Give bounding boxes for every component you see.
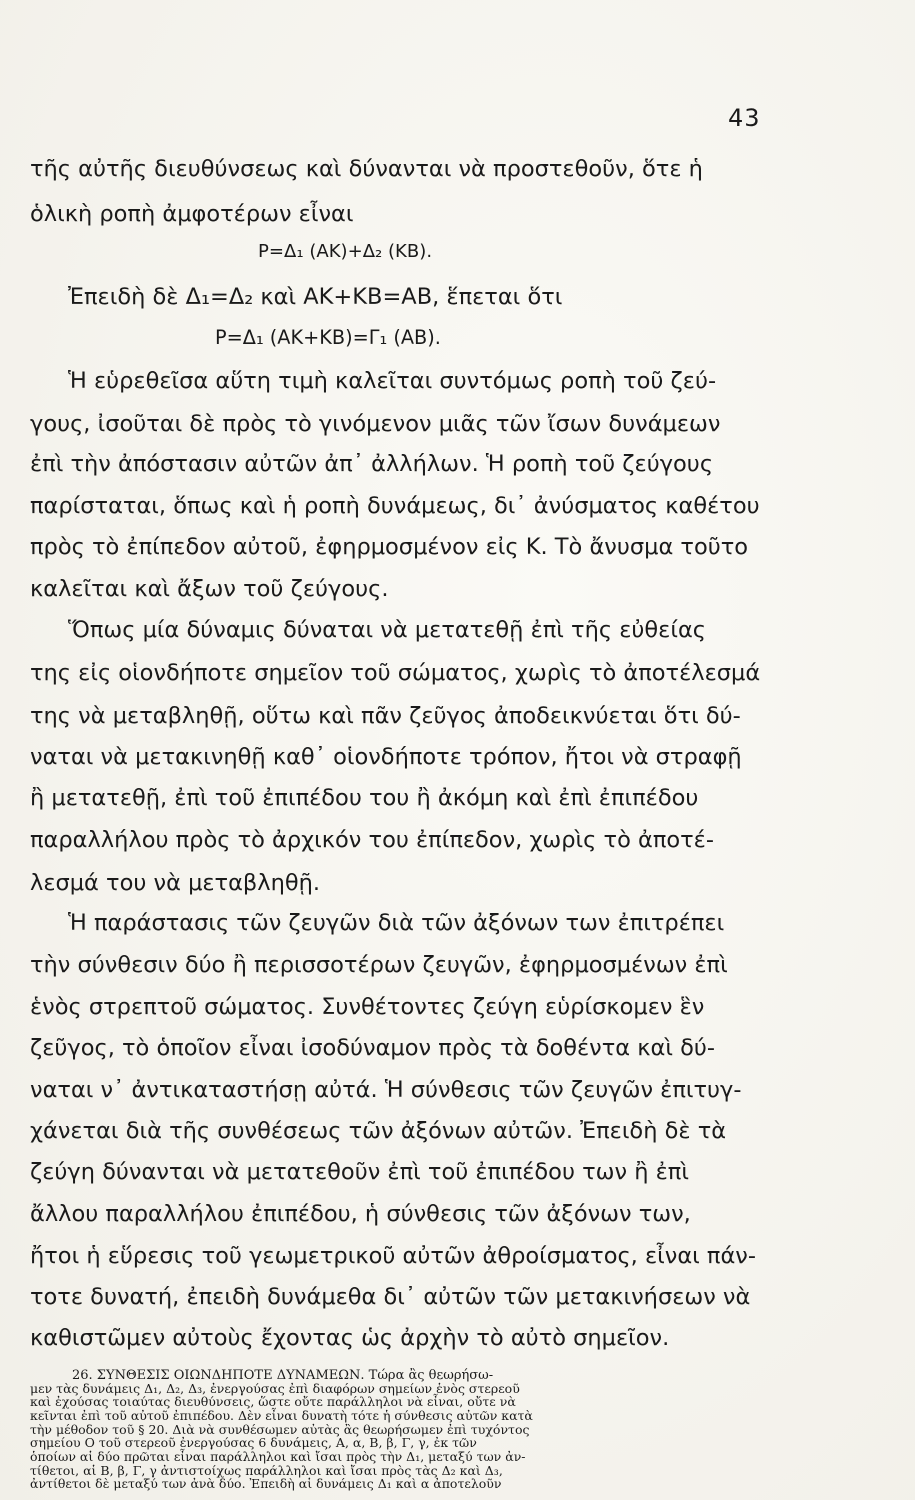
small-text-line: καὶ ἐχούσας τοιαύτας διευθύνσεις, ὥστε οὔτε παράλληλοι νὰ εἶναι, οὔτε νὰ	[30, 1394, 516, 1410]
equation-line: P=Δ₁ (ΑΚ)+Δ₂ (ΚΒ).	[258, 241, 433, 262]
text-line: τοτε δυνατή, ἐπειδὴ δυνάμεθα δι᾽ αὐτῶν τῶν μετακινήσεων νὰ	[30, 1284, 751, 1310]
small-text-line: κεῖνται ἐπὶ τοῦ αὐτοῦ ἐπιπέδου. Δὲν εἶναι δυνατὴ τότε ἡ σύνθεσις αὐτῶν κατὰ	[30, 1408, 533, 1423]
text-line: της εἰς οἱονδήποτε σημεῖον τοῦ σώματος, χωρὶς τὸ ἀποτέλεσμά	[30, 660, 761, 686]
text-line: ἑνὸς στρεπτοῦ σώματος. Συνθέτοντες ζεύγη εὑρίσκομεν ἓν	[30, 994, 705, 1020]
text-line: παραλλήλου πρὸς τὸ ἀρχικόν του ἐπίπεδον, χωρὶς τὸ ἀποτέ-	[30, 827, 714, 853]
text-line: ζεύγη δύνανται νὰ μετατεθοῦν ἐπὶ τοῦ ἐπιπέδου των ἢ ἐπὶ	[30, 1159, 689, 1185]
text-line: ὁλικὴ ροπὴ ἀμφοτέρων εἶναι	[30, 201, 354, 227]
text-line: πρὸς τὸ ἐπίπεδον αὐτοῦ, ἐφηρμοσμένον εἰς Κ. Τὸ ἄνυσμα τοῦτο	[30, 534, 749, 560]
text-line: ἐπὶ τὴν ἀπόστασιν αὐτῶν ἀπ᾽ ἀλλήλων. Ἡ ροπὴ τοῦ ζεύγους	[30, 451, 714, 477]
text-line: Ἐπειδὴ δὲ Δ₁=Δ₂ καὶ ΑΚ+ΚΒ=ΑΒ, ἕπεται ὅτι	[68, 284, 563, 310]
small-text-line: ἀντίθετοι δὲ μεταξύ των ἀνὰ δύο. Ἐπειδὴ αἱ δυνάμεις Δ₁ καὶ α ἀποτελοῦν	[30, 1476, 502, 1492]
text-line: Ὅπως μία δύναμις δύναται νὰ μετατεθῇ ἐπὶ τῆς εὐθείας	[68, 617, 706, 643]
page-number: 43	[728, 104, 761, 132]
text-line: ἢ μετατεθῇ, ἐπὶ τοῦ ἐπιπέδου του ἢ ἀκόμη καὶ ἐπὶ ἐπιπέδου	[30, 785, 699, 811]
section-heading-line: 26. ΣΥΝΘΕΣΙΣ ΟΙΩΝΔΗΠΟΤΕ ΔΥΝΑΜΕΩΝ. Τώρα ἂς θεωρήσω-	[72, 1368, 494, 1383]
text-line: ἄλλου παραλλήλου ἐπιπέδου, ἡ σύνθεσις τῶν ἀξόνων των,	[30, 1201, 691, 1227]
text-line: τῆς αὐτῆς διευθύνσεως καὶ δύνανται νὰ προστεθοῦν, ὅτε ἡ	[30, 156, 703, 182]
small-text-line: τὴν μέθοδον τοῦ § 20. Διὰ νὰ συνθέσωμεν αὐτὰς ἂς θεωρήσωμεν ἐπὶ τυχόντος	[30, 1421, 530, 1437]
small-text-line: μεν τὰς δυνάμεις Δ₁, Δ₂, Δ₃, ἐνεργούσας ἐπὶ διαφόρων σημείων ἑνὸς στερεοῦ	[30, 1380, 520, 1396]
text-line: τὴν σύνθεσιν δύο ἢ περισσοτέρων ζευγῶν, ἐφηρμοσμένων ἐπὶ	[30, 952, 728, 978]
text-line: χάνεται διὰ τῆς συνθέσεως τῶν ἀξόνων αὐτῶν. Ἐπειδὴ δὲ τὰ	[30, 1118, 727, 1144]
text-line: λεσμά του νὰ μεταβληθῇ.	[30, 870, 321, 896]
text-line: Ἡ εὑρεθεῖσα αὕτη τιμὴ καλεῖται συντόμως ροπὴ τοῦ ζεύ-	[68, 368, 717, 394]
text-line: καθιστῶμεν αὐτοὺς ἔχοντας ὡς ἀρχὴν τὸ αὐτὸ σημεῖον.	[30, 1325, 670, 1351]
text-line: ἤτοι ἡ εὕρεσις τοῦ γεωμετρικοῦ αὐτῶν ἀθροίσματος, εἶναι πάν-	[30, 1243, 756, 1269]
small-text-line: ὁποίων αἱ δύο πρῶται εἶναι παράλληλοι καὶ ἴσαι πρὸς τὴν Δ₁, μεταξύ των ἀν-	[30, 1449, 526, 1464]
text-line: γους, ἰσοῦται δὲ πρὸς τὸ γινόμενον μιᾶς τῶν ἴσων δυνάμεων	[30, 411, 721, 437]
text-line: καλεῖται καὶ ἄξων τοῦ ζεύγους.	[30, 576, 389, 602]
text-line: Ἡ παράστασις τῶν ζευγῶν διὰ τῶν ἀξόνων των ἐπιτρέπει	[68, 910, 725, 936]
small-text-line: σημείου Ο τοῦ στερεοῦ ἐνεργούσας 6 δυνάμεις, Α, α, Β, β, Γ, γ, ἐκ τῶν	[30, 1435, 477, 1451]
text-line: ναται ν᾽ ἀντικαταστήσῃ αὐτά. Ἡ σύνθεσις τῶν ζευγῶν ἐπιτυγ-	[30, 1077, 742, 1103]
text-line: ζεῦγος, τὸ ὁποῖον εἶναι ἰσοδύναμον πρὸς τὰ δοθέντα καὶ δύ-	[30, 1035, 716, 1061]
text-line: παρίσταται, ὅπως καὶ ἡ ροπὴ δυνάμεως, δι᾽ ἀνύσματος καθέτου	[30, 493, 760, 519]
text-line: της νὰ μεταβληθῇ, οὕτω καὶ πᾶν ζεῦγος ἀποδεικνύεται ὅτι δύ-	[30, 703, 741, 729]
text-line: ναται νὰ μετακινηθῇ καθ᾽ οἱονδήποτε τρόπον, ἤτοι νὰ στραφῇ	[30, 744, 742, 770]
equation-line: P=Δ₁ (ΑΚ+ΚΒ)=Γ₁ (ΑΒ).	[215, 326, 441, 349]
small-text-line: τίθετοι, αἱ Β, β, Γ, γ ἀντιστοίχως παράλληλοι καὶ ἴσαι πρὸς τὰς Δ₂ καὶ Δ₃,	[30, 1462, 503, 1478]
